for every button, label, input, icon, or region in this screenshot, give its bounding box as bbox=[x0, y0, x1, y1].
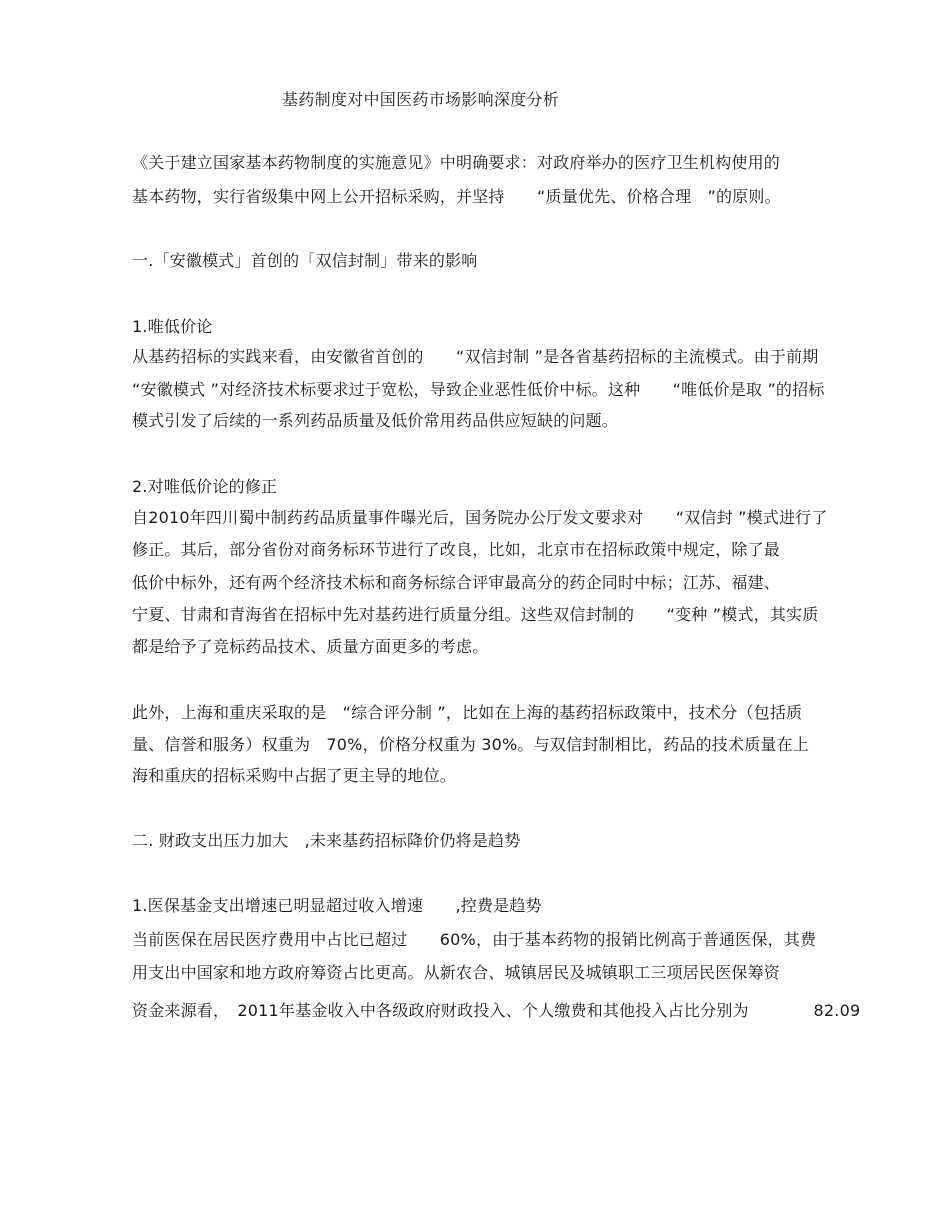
paragraph-line: 模式引发了后续的一系列药品质量及低价常用药品供应短缺的问题。 bbox=[132, 411, 619, 430]
paragraph-line: 海和重庆的招标采购中占据了更主导的地位。 bbox=[132, 766, 457, 785]
paragraph-line: 此外，上海和重庆采取的是 “综合评分制 ”，比如在上海的基药招标政策中，技术分（包括质 bbox=[132, 703, 803, 722]
section-heading: 二. 财政支出压力加大 ,未来基药招标降价仍将是趋势 bbox=[132, 831, 521, 850]
paragraph-line: 宁夏、甘肃和青海省在招标中先对基药进行质量分组。这些双信封制的 “变种 ”模式，其实质 bbox=[132, 605, 819, 624]
paragraph-line: 自2010年四川蜀中制药药品质量事件曝光后，国务院办公厅发文要求对 “双信封 ”模式进行了 bbox=[132, 508, 828, 527]
subsection-heading: 1.唯低价论 bbox=[132, 317, 213, 336]
paragraph-line: 都是给予了竞标药品技术、质量方面更多的考虑。 bbox=[132, 637, 489, 656]
paragraph-line: 当前医保在居民医疗费用中占比已超过 60%，由于基本药物的报销比例高于普通医保，其费 bbox=[132, 930, 817, 949]
paragraph-line: 修正。其后，部分省份对商务标环节进行了改良，比如，北京市在招标政策中规定，除了最 bbox=[132, 540, 781, 559]
paragraph-line: 从基药招标的实践来看，由安徽省首创的 “双信封制 ”是各省基药招标的主流模式。由于前期 bbox=[132, 347, 819, 366]
paragraph-line: “安徽模式 ”对经济技术标要求过于宽松，导致企业恶性低价中标。这种 “唯低价是取 ”的招标 bbox=[132, 380, 825, 399]
section-heading: 一.「安徽模式」首创的「双信封制」带来的影响 bbox=[132, 251, 478, 270]
paragraph-line: 资金来源看， 2011年基金收入中各级政府财政投入、个人缴费和其他投入占比分别为 82.09 bbox=[132, 1001, 861, 1020]
subsection-heading: 2.对唯低价论的修正 bbox=[132, 477, 278, 496]
paragraph-line: 低价中标外，还有两个经济技术标和商务标综合评审最高分的药企同时中标；江苏、福建、 bbox=[132, 573, 781, 592]
document-title: 基药制度对中国医药市场影响深度分析 bbox=[282, 90, 560, 109]
paragraph-line: 《关于建立国家基本药物制度的实施意见》中明确要求：对政府举办的医疗卫生机构使用的 bbox=[132, 153, 781, 172]
paragraph-line: 量、信誉和服务）权重为 70%，价格分权重为 30%。与双信封制相比，药品的技术质量在上 bbox=[132, 735, 810, 754]
subsection-heading: 1.医保基金支出增速已明显超过收入增速 ,控费是趋势 bbox=[132, 896, 542, 915]
paragraph-line: 基本药物，实行省级集中网上公开招标采购，并坚持 “质量优先、价格合理 ”的原则。 bbox=[132, 187, 781, 206]
paragraph-line: 用支出中国家和地方政府筹资占比更高。从新农合、城镇居民及城镇职工三项居民医保筹资 bbox=[132, 963, 781, 982]
